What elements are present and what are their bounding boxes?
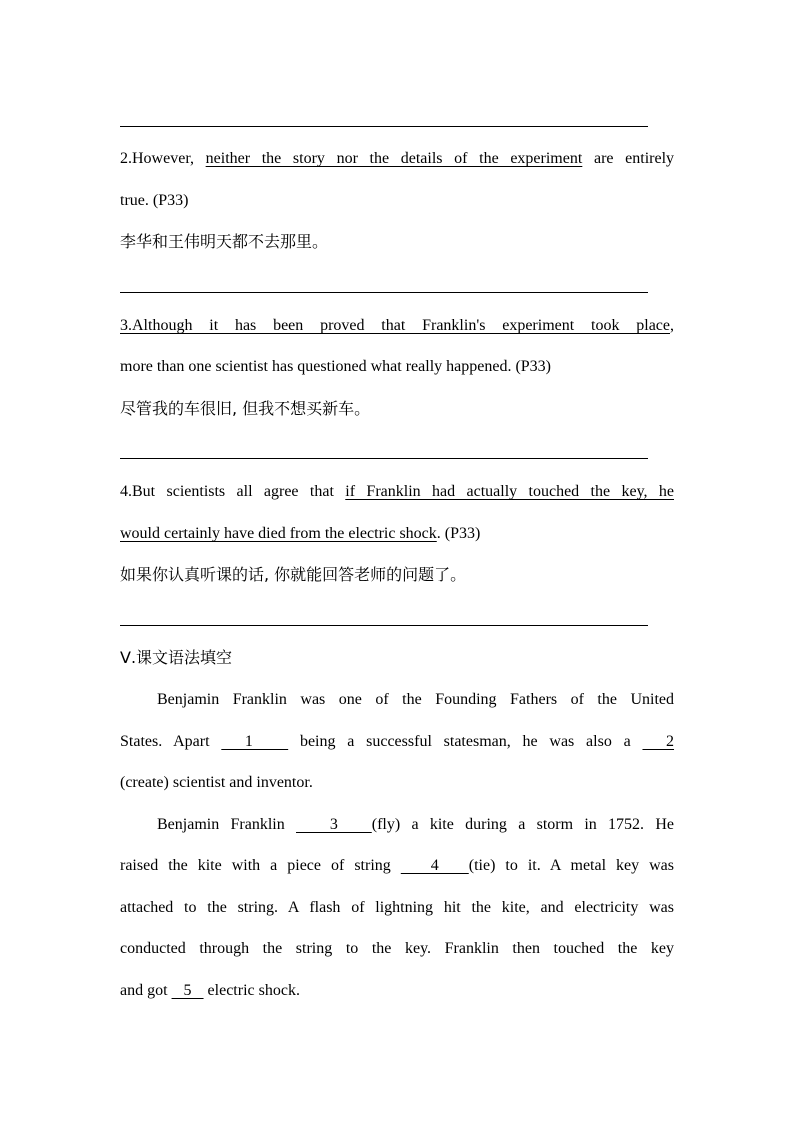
p2-line-1 (157, 815, 674, 835)
q2-text-pre: 2.However, (120, 150, 206, 167)
p2-line-5-text-a: and got (120, 982, 172, 999)
p2-line-4 (120, 939, 674, 959)
p1-line-3: (create) scientist and inventor. (120, 774, 313, 791)
answer-line-4 (120, 625, 648, 626)
q4-underlined-phrase-1: if Franklin had actually touched the key, he (345, 483, 674, 500)
p2-line-2-text-b: (tie) to it. A metal key was (468, 857, 675, 874)
q2-text-post: are entirely (582, 150, 675, 167)
p2-line-1-text-a: Benjamin Franklin (157, 816, 297, 833)
p1-line-2-text-b: being a successful statesman, he was also a (288, 733, 643, 750)
q4-line-2 (120, 524, 480, 544)
q2-chinese-prompt: 李华和王伟明天都不去那里。 (120, 232, 329, 251)
q3-chinese-prompt: 尽管我的车很旧, 但我不想买新车。 (120, 399, 371, 418)
q4-underlined-phrase-2: would certainly have died from the electric shock (120, 525, 437, 542)
blank-2[interactable]: 2 (642, 733, 675, 750)
p2-line-5-text-b: electric shock. (203, 982, 300, 999)
p2-line-2 (120, 856, 674, 876)
blank-4[interactable]: 4 (400, 857, 469, 874)
p1-line-2 (120, 732, 674, 752)
p1-line-2-text-a: States. Apart (120, 733, 222, 750)
answer-line-2 (120, 292, 648, 293)
p1-line-1-text: Benjamin Franklin was one of the Founding Fathers of the United (157, 691, 674, 708)
q2-line-2: true. (P33) (120, 192, 189, 209)
q3-text-post: , (670, 317, 674, 334)
p2-line-2-text-a: raised the kite with a piece of string (120, 857, 401, 874)
blank-3[interactable]: 3 (296, 816, 372, 833)
p2-line-4-text: conducted through the string to the key. Franklin then touched the key (120, 940, 674, 957)
p2-line-3 (120, 898, 674, 918)
q2-line-1 (120, 149, 674, 169)
blank-5[interactable]: 5 (171, 982, 204, 999)
p2-line-1-text-b: (fly) a kite during a storm in 1752. He (371, 816, 674, 833)
q3-underlined-phrase: 3.Although it has been proved that Franklin's experiment took place (120, 317, 670, 334)
section-5-heading: Ⅴ.课文语法填空 (120, 648, 233, 667)
q4-text-pre: 4.But scientists all agree that (120, 483, 346, 500)
q3-line-2: more than one scientist has questioned what really happened. (P33) (120, 358, 551, 375)
q2-underlined-phrase: neither the story nor the details of the experiment (205, 150, 583, 167)
p1-line-1 (157, 690, 674, 710)
q4-text-post: . (P33) (436, 525, 481, 542)
q4-chinese-prompt: 如果你认真听课的话, 你就能回答老师的问题了。 (120, 565, 467, 584)
answer-line-1 (120, 126, 648, 127)
blank-1[interactable]: 1 (221, 733, 289, 750)
q4-line-1 (120, 482, 674, 502)
p2-line-5 (120, 981, 300, 1001)
p2-line-3-text: attached to the string. A flash of lightning hit the kite, and electricity was (120, 899, 674, 916)
q3-line-1 (120, 316, 674, 336)
answer-line-3 (120, 458, 648, 459)
